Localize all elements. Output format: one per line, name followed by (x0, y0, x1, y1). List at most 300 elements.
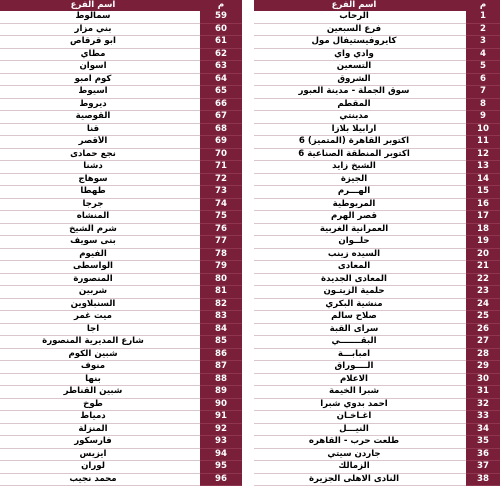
table-row (254, 261, 500, 274)
table-row (254, 423, 500, 436)
branch-number: 63 (200, 61, 242, 74)
table-body-left (0, 11, 242, 486)
branch-number: 28 (466, 348, 500, 361)
table-row (0, 411, 242, 424)
branch-name: بنها (0, 373, 186, 386)
row-gap (186, 11, 200, 23)
row-gap (186, 411, 200, 424)
branches-table-right (254, 0, 500, 486)
table-row (254, 323, 500, 336)
branch-name: قنا (0, 123, 186, 136)
branch-name: الواسطى (0, 261, 186, 274)
row-gap (186, 348, 200, 361)
row-gap (186, 136, 200, 149)
table-row (254, 36, 500, 49)
branch-name: كوم امبو (0, 73, 186, 86)
table-row (254, 248, 500, 261)
branch-number: 90 (200, 398, 242, 411)
table-row (254, 73, 500, 86)
table-row (0, 311, 242, 324)
branch-name: منشية البكري (254, 298, 454, 311)
row-gap (186, 336, 200, 349)
branch-number: 77 (200, 236, 242, 249)
row-gap (454, 173, 466, 186)
table-row (0, 436, 242, 449)
branch-number: 66 (200, 98, 242, 111)
row-gap (454, 348, 466, 361)
table-row (0, 323, 242, 336)
row-gap (454, 261, 466, 274)
row-gap (454, 411, 466, 424)
branch-number: 5 (466, 61, 500, 74)
table-row (254, 173, 500, 186)
branch-number: 18 (466, 223, 500, 236)
branch-number: 59 (200, 11, 242, 23)
branch-number: 85 (200, 336, 242, 349)
branch-number: 25 (466, 311, 500, 324)
table-row (0, 298, 242, 311)
row-gap (186, 311, 200, 324)
table-header (254, 0, 500, 11)
branch-name: سوهاج (0, 173, 186, 186)
branch-number: 65 (200, 86, 242, 99)
branch-number: 16 (466, 198, 500, 211)
branch-name: 6 اكتوبر القاهرة (المتميز) (254, 136, 454, 149)
branch-number: 24 (466, 298, 500, 311)
branch-name: بنى سويف (0, 236, 186, 249)
row-gap (186, 123, 200, 136)
branch-number: 17 (466, 211, 500, 224)
row-gap (186, 236, 200, 249)
row-gap (186, 473, 200, 486)
branch-number: 84 (200, 323, 242, 336)
branch-name: المعادى الجديدة (254, 273, 454, 286)
row-gap (454, 336, 466, 349)
branch-number: 29 (466, 361, 500, 374)
table-row (0, 473, 242, 486)
branch-name: المعادى (254, 261, 454, 274)
table-row (254, 298, 500, 311)
branch-number: 10 (466, 123, 500, 136)
branch-name: كايروفيستيفال مول (254, 36, 454, 49)
branch-number: 71 (200, 161, 242, 174)
row-gap (186, 361, 200, 374)
row-gap (186, 48, 200, 61)
table-row (0, 173, 242, 186)
row-gap (186, 211, 200, 224)
branch-name: اجا (0, 323, 186, 336)
branch-number: 13 (466, 161, 500, 174)
branch-name: دمياط (0, 411, 186, 424)
branch-number: 81 (200, 286, 242, 299)
branch-name: اسيوط (0, 86, 186, 99)
branches-table-left (0, 0, 242, 486)
table-row (254, 411, 500, 424)
table-row (0, 261, 242, 274)
branch-number: 26 (466, 323, 500, 336)
table-row (254, 148, 500, 161)
branch-name: امبابـــة (254, 348, 454, 361)
branch-number: 38 (466, 473, 500, 486)
table-row (254, 11, 500, 23)
branch-name: شرم الشيخ (0, 223, 186, 236)
branch-number: 6 (466, 73, 500, 86)
row-gap (186, 186, 200, 199)
header-gap (454, 0, 466, 11)
header-branch-name: اسم الفرع (0, 0, 186, 11)
row-gap (186, 298, 200, 311)
table-row (0, 386, 242, 399)
branch-number: 94 (200, 448, 242, 461)
branch-number: 96 (200, 473, 242, 486)
row-gap (186, 461, 200, 474)
branch-name: الشيخ زايد (254, 161, 454, 174)
branch-name: الأقصر (0, 136, 186, 149)
row-gap (454, 473, 466, 486)
branch-number: 88 (200, 373, 242, 386)
branch-name: مطاي (0, 48, 186, 61)
branch-name: المنشاه (0, 211, 186, 224)
table-row (254, 98, 500, 111)
row-gap (454, 423, 466, 436)
table-row (0, 448, 242, 461)
row-gap (454, 461, 466, 474)
branch-name: طوخ (0, 398, 186, 411)
table-row (0, 23, 242, 36)
table-row (254, 311, 500, 324)
row-gap (454, 148, 466, 161)
row-gap (454, 48, 466, 61)
table-row (0, 136, 242, 149)
branch-name: الجيزة (254, 173, 454, 186)
branch-name: طلعت حرب - القاهره (254, 436, 454, 449)
branch-number: 11 (466, 136, 500, 149)
row-gap (454, 61, 466, 74)
branch-number: 30 (466, 373, 500, 386)
table-row (254, 223, 500, 236)
row-gap (186, 286, 200, 299)
table-row (254, 23, 500, 36)
table-row (0, 148, 242, 161)
row-gap (186, 148, 200, 161)
branch-number: 1 (466, 11, 500, 23)
branch-name: المنصورة (0, 273, 186, 286)
table-row (254, 286, 500, 299)
branch-number: 32 (466, 398, 500, 411)
branch-name: اسوان (0, 61, 186, 74)
branch-name: فرع السبعين (254, 23, 454, 36)
branch-name: جرجا (0, 198, 186, 211)
branch-number: 64 (200, 73, 242, 86)
row-gap (186, 423, 200, 436)
branch-number: 91 (200, 411, 242, 424)
branch-name: شارع المديرية المنصورة (0, 336, 186, 349)
branch-number: 78 (200, 248, 242, 261)
branch-number: 80 (200, 273, 242, 286)
branch-name: سمالوط (0, 11, 186, 23)
table-row (254, 273, 500, 286)
branch-name: لوران (0, 461, 186, 474)
branch-number: 23 (466, 286, 500, 299)
branch-number: 33 (466, 411, 500, 424)
row-gap (454, 311, 466, 324)
table-row (254, 186, 500, 199)
branch-name: شبرا الخيمة (254, 386, 454, 399)
branch-number: 67 (200, 111, 242, 124)
branch-name: السيده زينب (254, 248, 454, 261)
branch-name: المقطم (254, 98, 454, 111)
row-gap (186, 73, 200, 86)
table-row (254, 86, 500, 99)
branch-name: شبين الكوم (0, 348, 186, 361)
row-gap (454, 186, 466, 199)
row-gap (454, 236, 466, 249)
branch-number: 74 (200, 198, 242, 211)
row-gap (454, 36, 466, 49)
row-gap (454, 448, 466, 461)
branch-name: قصر الهرم (254, 211, 454, 224)
table-row (254, 123, 500, 136)
row-gap (454, 223, 466, 236)
branch-name: وادي واي (254, 48, 454, 61)
branch-number: 14 (466, 173, 500, 186)
table-row (0, 461, 242, 474)
row-gap (186, 261, 200, 274)
branch-name: ديروط (0, 98, 186, 111)
branch-name: القوصية (0, 111, 186, 124)
table-row (0, 423, 242, 436)
table-row (0, 111, 242, 124)
row-gap (186, 323, 200, 336)
header-branch-name: اسم الفرع (254, 0, 454, 11)
table-row (254, 348, 500, 361)
row-gap (186, 223, 200, 236)
branch-name: ايزيس (0, 448, 186, 461)
table-row (254, 473, 500, 486)
header-number: م (466, 0, 500, 11)
row-gap (454, 136, 466, 149)
row-gap (454, 286, 466, 299)
branch-number: 20 (466, 248, 500, 261)
row-gap (186, 398, 200, 411)
header-number: م (200, 0, 242, 11)
table-row (0, 361, 242, 374)
row-gap (454, 386, 466, 399)
table-row (254, 111, 500, 124)
branch-number: 37 (466, 461, 500, 474)
table-row (254, 361, 500, 374)
row-gap (186, 111, 200, 124)
table-row (0, 186, 242, 199)
branch-name: احمد بدوي شبرا (254, 398, 454, 411)
branch-name: العمرانية الغربية (254, 223, 454, 236)
table-row (254, 336, 500, 349)
branch-number: 22 (466, 273, 500, 286)
branch-name: صلاح سالم (254, 311, 454, 324)
table-row (0, 236, 242, 249)
table-row (0, 398, 242, 411)
branch-number: 21 (466, 261, 500, 274)
row-gap (454, 398, 466, 411)
table-row (0, 61, 242, 74)
row-gap (454, 361, 466, 374)
row-gap (186, 386, 200, 399)
table-row (254, 161, 500, 174)
branch-number: 31 (466, 386, 500, 399)
table-row (0, 248, 242, 261)
branch-number: 36 (466, 448, 500, 461)
branch-number: 62 (200, 48, 242, 61)
branch-name: شبين القناطر (0, 386, 186, 399)
branch-number: 68 (200, 123, 242, 136)
branch-number: 93 (200, 436, 242, 449)
branch-name: الشروق (254, 73, 454, 86)
branch-number: 87 (200, 361, 242, 374)
table-row (0, 98, 242, 111)
row-gap (186, 173, 200, 186)
branch-number: 73 (200, 186, 242, 199)
row-gap (454, 23, 466, 36)
branch-name: مدينتي (254, 111, 454, 124)
branch-number: 3 (466, 36, 500, 49)
branch-number: 86 (200, 348, 242, 361)
branch-name: شربين (0, 286, 186, 299)
row-gap (454, 198, 466, 211)
row-gap (186, 86, 200, 99)
branch-number: 76 (200, 223, 242, 236)
table-row (0, 36, 242, 49)
row-gap (454, 273, 466, 286)
branch-name: محمد نجيب (0, 473, 186, 486)
branch-name: البقـــــــي (254, 336, 454, 349)
table-row (254, 61, 500, 74)
row-gap (454, 323, 466, 336)
table-row (254, 461, 500, 474)
table-row (0, 86, 242, 99)
branch-name: حلــوان (254, 236, 454, 249)
branch-number: 27 (466, 336, 500, 349)
row-gap (454, 73, 466, 86)
branch-number: 35 (466, 436, 500, 449)
branch-number: 79 (200, 261, 242, 274)
row-gap (186, 448, 200, 461)
branch-number: 12 (466, 148, 500, 161)
table-row (0, 336, 242, 349)
table-row (0, 373, 242, 386)
table-row (254, 448, 500, 461)
branch-number: 4 (466, 48, 500, 61)
table-body-right (254, 11, 500, 486)
branch-number: 9 (466, 111, 500, 124)
branch-name: جاردن سيتي (254, 448, 454, 461)
table-row (254, 198, 500, 211)
table-row (254, 136, 500, 149)
branch-number: 60 (200, 23, 242, 36)
branch-number: 19 (466, 236, 500, 249)
table-row (0, 11, 242, 23)
row-gap (186, 248, 200, 261)
branch-name: حلمية الزيتـون (254, 286, 454, 299)
branch-name: الفيوم (0, 248, 186, 261)
branch-number: 69 (200, 136, 242, 149)
branch-number: 15 (466, 186, 500, 199)
branch-name: ميت غمر (0, 311, 186, 324)
table-row (0, 73, 242, 86)
row-gap (186, 161, 200, 174)
table-row (0, 348, 242, 361)
branch-number: 83 (200, 311, 242, 324)
branch-name: المنزلة (0, 423, 186, 436)
row-gap (454, 123, 466, 136)
row-gap (454, 111, 466, 124)
row-gap (454, 11, 466, 23)
branch-name: بني مزار (0, 23, 186, 36)
branch-name: فارسكور (0, 436, 186, 449)
branch-number: 92 (200, 423, 242, 436)
branch-number: 75 (200, 211, 242, 224)
table-row (0, 211, 242, 224)
table-row (0, 198, 242, 211)
row-gap (186, 436, 200, 449)
table-row (0, 161, 242, 174)
branch-number: 89 (200, 386, 242, 399)
row-gap (186, 198, 200, 211)
branch-number: 8 (466, 98, 500, 111)
row-gap (454, 436, 466, 449)
branch-name: الزمالك (254, 461, 454, 474)
row-gap (454, 86, 466, 99)
row-gap (186, 273, 200, 286)
row-gap (186, 36, 200, 49)
branch-name: نجع حمادى (0, 148, 186, 161)
branch-number: 34 (466, 423, 500, 436)
branch-name: دشنا (0, 161, 186, 174)
row-gap (454, 211, 466, 224)
table-row (0, 273, 242, 286)
table-row (0, 48, 242, 61)
table-row (254, 48, 500, 61)
table-row (0, 286, 242, 299)
branch-name: الــــوراق (254, 361, 454, 374)
row-gap (454, 248, 466, 261)
table-row (254, 398, 500, 411)
branch-name: السنبلاوين (0, 298, 186, 311)
branch-number: 61 (200, 36, 242, 49)
branch-name: الاعلام (254, 373, 454, 386)
branch-name: سوق الجملة - مدينة العبور (254, 86, 454, 99)
branch-number: 95 (200, 461, 242, 474)
branch-name: الرحاب (254, 11, 454, 23)
row-gap (186, 23, 200, 36)
branch-name: 6 اكتوبر المنطقة الصناعية (254, 148, 454, 161)
row-gap (186, 98, 200, 111)
row-gap (454, 298, 466, 311)
branch-name: الهـــرم (254, 186, 454, 199)
branch-name: المريوطية (254, 198, 454, 211)
branch-name: النادى الاهلى الجزيرة (254, 473, 454, 486)
table-row (0, 123, 242, 136)
table-header (0, 0, 242, 11)
table-row (254, 436, 500, 449)
row-gap (454, 161, 466, 174)
table-row (254, 386, 500, 399)
branch-name: منوف (0, 361, 186, 374)
branch-number: 7 (466, 86, 500, 99)
table-row (254, 211, 500, 224)
row-gap (186, 373, 200, 386)
branch-number: 82 (200, 298, 242, 311)
table-row (254, 373, 500, 386)
